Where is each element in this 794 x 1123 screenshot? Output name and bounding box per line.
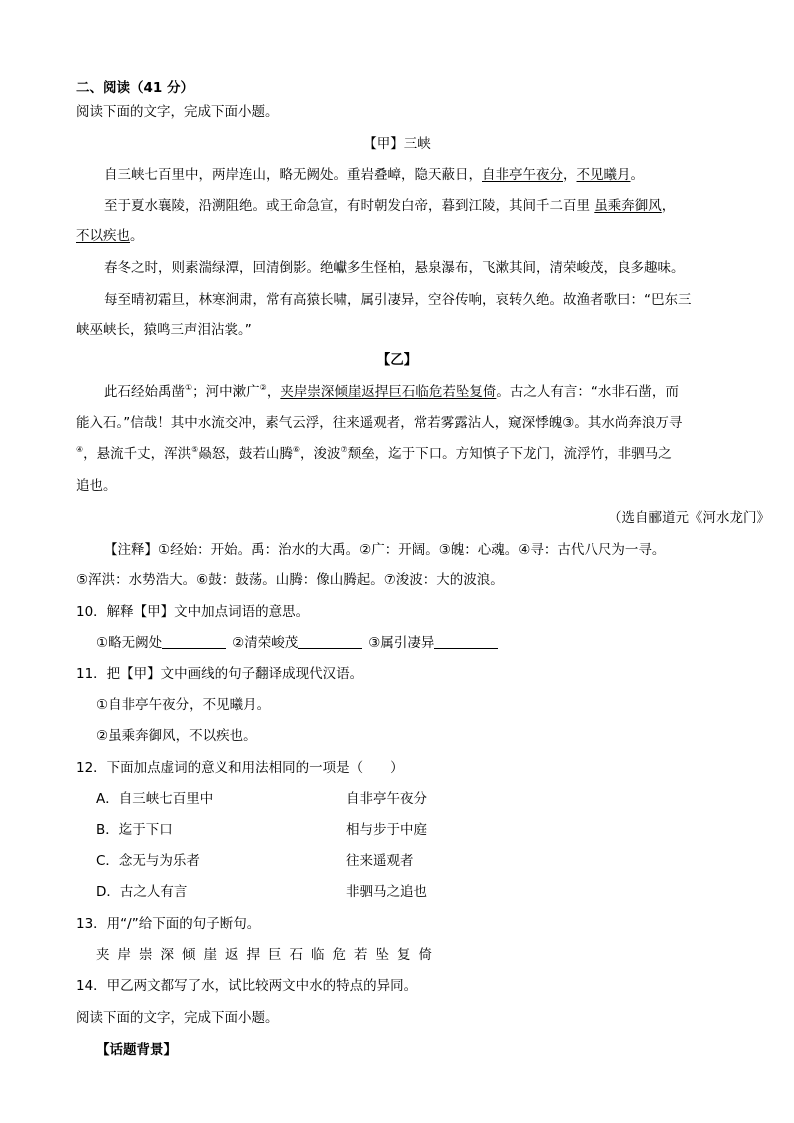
jia-paragraph-1: 自三峡七百里中，两岸连山，略无阙处。重岩叠嶂，隐天蔽日，自非亭午夜分，不见曦月。 — [104, 167, 644, 183]
answer-blank[interactable] — [434, 634, 498, 649]
underlined-sentence: 夹岸崇深倾崖返捍巨石临危若坠复倚 — [280, 384, 497, 400]
question-13-stem: 13．用“/”给下面的句子断句。 — [76, 916, 261, 932]
question-13-sentence: 夹岸崇深倾崖返捍巨石临危若坠复倚 — [96, 947, 440, 963]
underlined-sentence: 不见曦月 — [576, 167, 631, 183]
question-11-item-2: ②虽乘奔御风，不以疾也。 — [96, 728, 257, 744]
question-12-option-c: C．念无与为乐者 往来遥观者 — [96, 853, 414, 869]
underlined-sentence: 虽乘奔御风 — [594, 198, 662, 214]
question-10-stem: 10．解释【甲】文中加点词语的意思。 — [76, 604, 310, 620]
underlined-sentence: 不以疾也 — [76, 228, 130, 244]
section-title: 二、阅读（41 分） — [76, 80, 194, 96]
annotation-line-2: ⑤浑洪：水势浩大。⑥鼓：鼓荡。山腾：像山腾起。⑦浚波：大的波浪。 — [76, 572, 504, 588]
underlined-sentence: 自非亭午夜分 — [482, 167, 563, 183]
question-10-items: ①略无阙处 ②清荣峻茂 ③属引凄异 — [96, 633, 756, 653]
question-14-stem: 14．甲乙两文都写了水，试比较两文中水的特点的异同。 — [76, 978, 418, 994]
passage-source: （选自郦道元《河水龙门》 — [608, 510, 770, 526]
answer-blank[interactable] — [162, 634, 226, 649]
reading-instruction: 阅读下面的文字，完成下面小题。 — [76, 104, 279, 120]
passage-jia-heading: 【甲】三峡 — [363, 136, 431, 152]
yi-line-4: 追也。 — [76, 478, 117, 494]
question-12-stem: 12．下面加点虚词的意义和用法相同的一项是（ ） — [76, 760, 404, 776]
topic-background-heading: 【话题背景】 — [96, 1042, 177, 1058]
question-12-option-d: D．古之人有言 非驷马之追也 — [96, 884, 427, 900]
jia-paragraph-4-cont: 峡巫峡长，猿鸣三声泪沾裳。” — [76, 322, 252, 338]
reading-instruction-2: 阅读下面的文字，完成下面小题。 — [76, 1010, 279, 1026]
jia-paragraph-4: 每至晴初霜旦，林寒涧肃，常有高猿长啸，属引凄异，空谷传响，哀转久绝。故渔者歌曰：“巴东三 — [104, 292, 692, 308]
jia-paragraph-2: 至于夏水襄陵，沿溯阻绝。或王命急宣，有时朝发白帝，暮到江陵，其间千二百里 虽乘奔御风， — [104, 198, 676, 214]
question-12-option-b: B．迄于下口 相与步于中庭 — [96, 822, 427, 838]
question-11-stem: 11．把【甲】文中画线的句子翻译成现代汉语。 — [76, 666, 364, 682]
yi-line-1: 此石经始禹凿①；河中漱广②，夹岸崇深倾崖返捍巨石临危若坠复倚。古之人有言：“水非石凿，而 — [104, 382, 679, 400]
jia-paragraph-3: 春冬之时，则素湍绿潭，回清倒影。绝巘多生怪柏，悬泉瀑布，飞漱其间，清荣峻茂，良多趣味。 — [104, 260, 685, 276]
jia-paragraph-2-cont: 不以疾也。 — [76, 228, 144, 244]
question-12-option-a: A．自三峡七百里中 自非亭午夜分 — [96, 791, 427, 807]
passage-yi-heading: 【乙】 — [376, 352, 418, 368]
yi-line-2: 能入石。”信哉！其中水流交冲，素气云浮，往来遥观者，常若雾露沾人，窥深悸魄③。其水尚奔浪万寻 — [76, 415, 683, 431]
answer-blank[interactable] — [298, 634, 362, 649]
annotation-line-1: 【注释】①经始：开始。禹：治水的大禹。②广：开阔。③魄：心魂。④寻：古代八尺为一寻。 — [104, 542, 666, 558]
question-11-item-1: ①自非亭午夜分，不见曦月。 — [96, 697, 271, 713]
yi-line-3: ④，悬流千丈，浑洪⑤赑怒，鼓若山腾⑥，浚波⑦颓垒，迄于下口。方知慎子下龙门，流浮竹，非驷马之 — [76, 444, 672, 462]
